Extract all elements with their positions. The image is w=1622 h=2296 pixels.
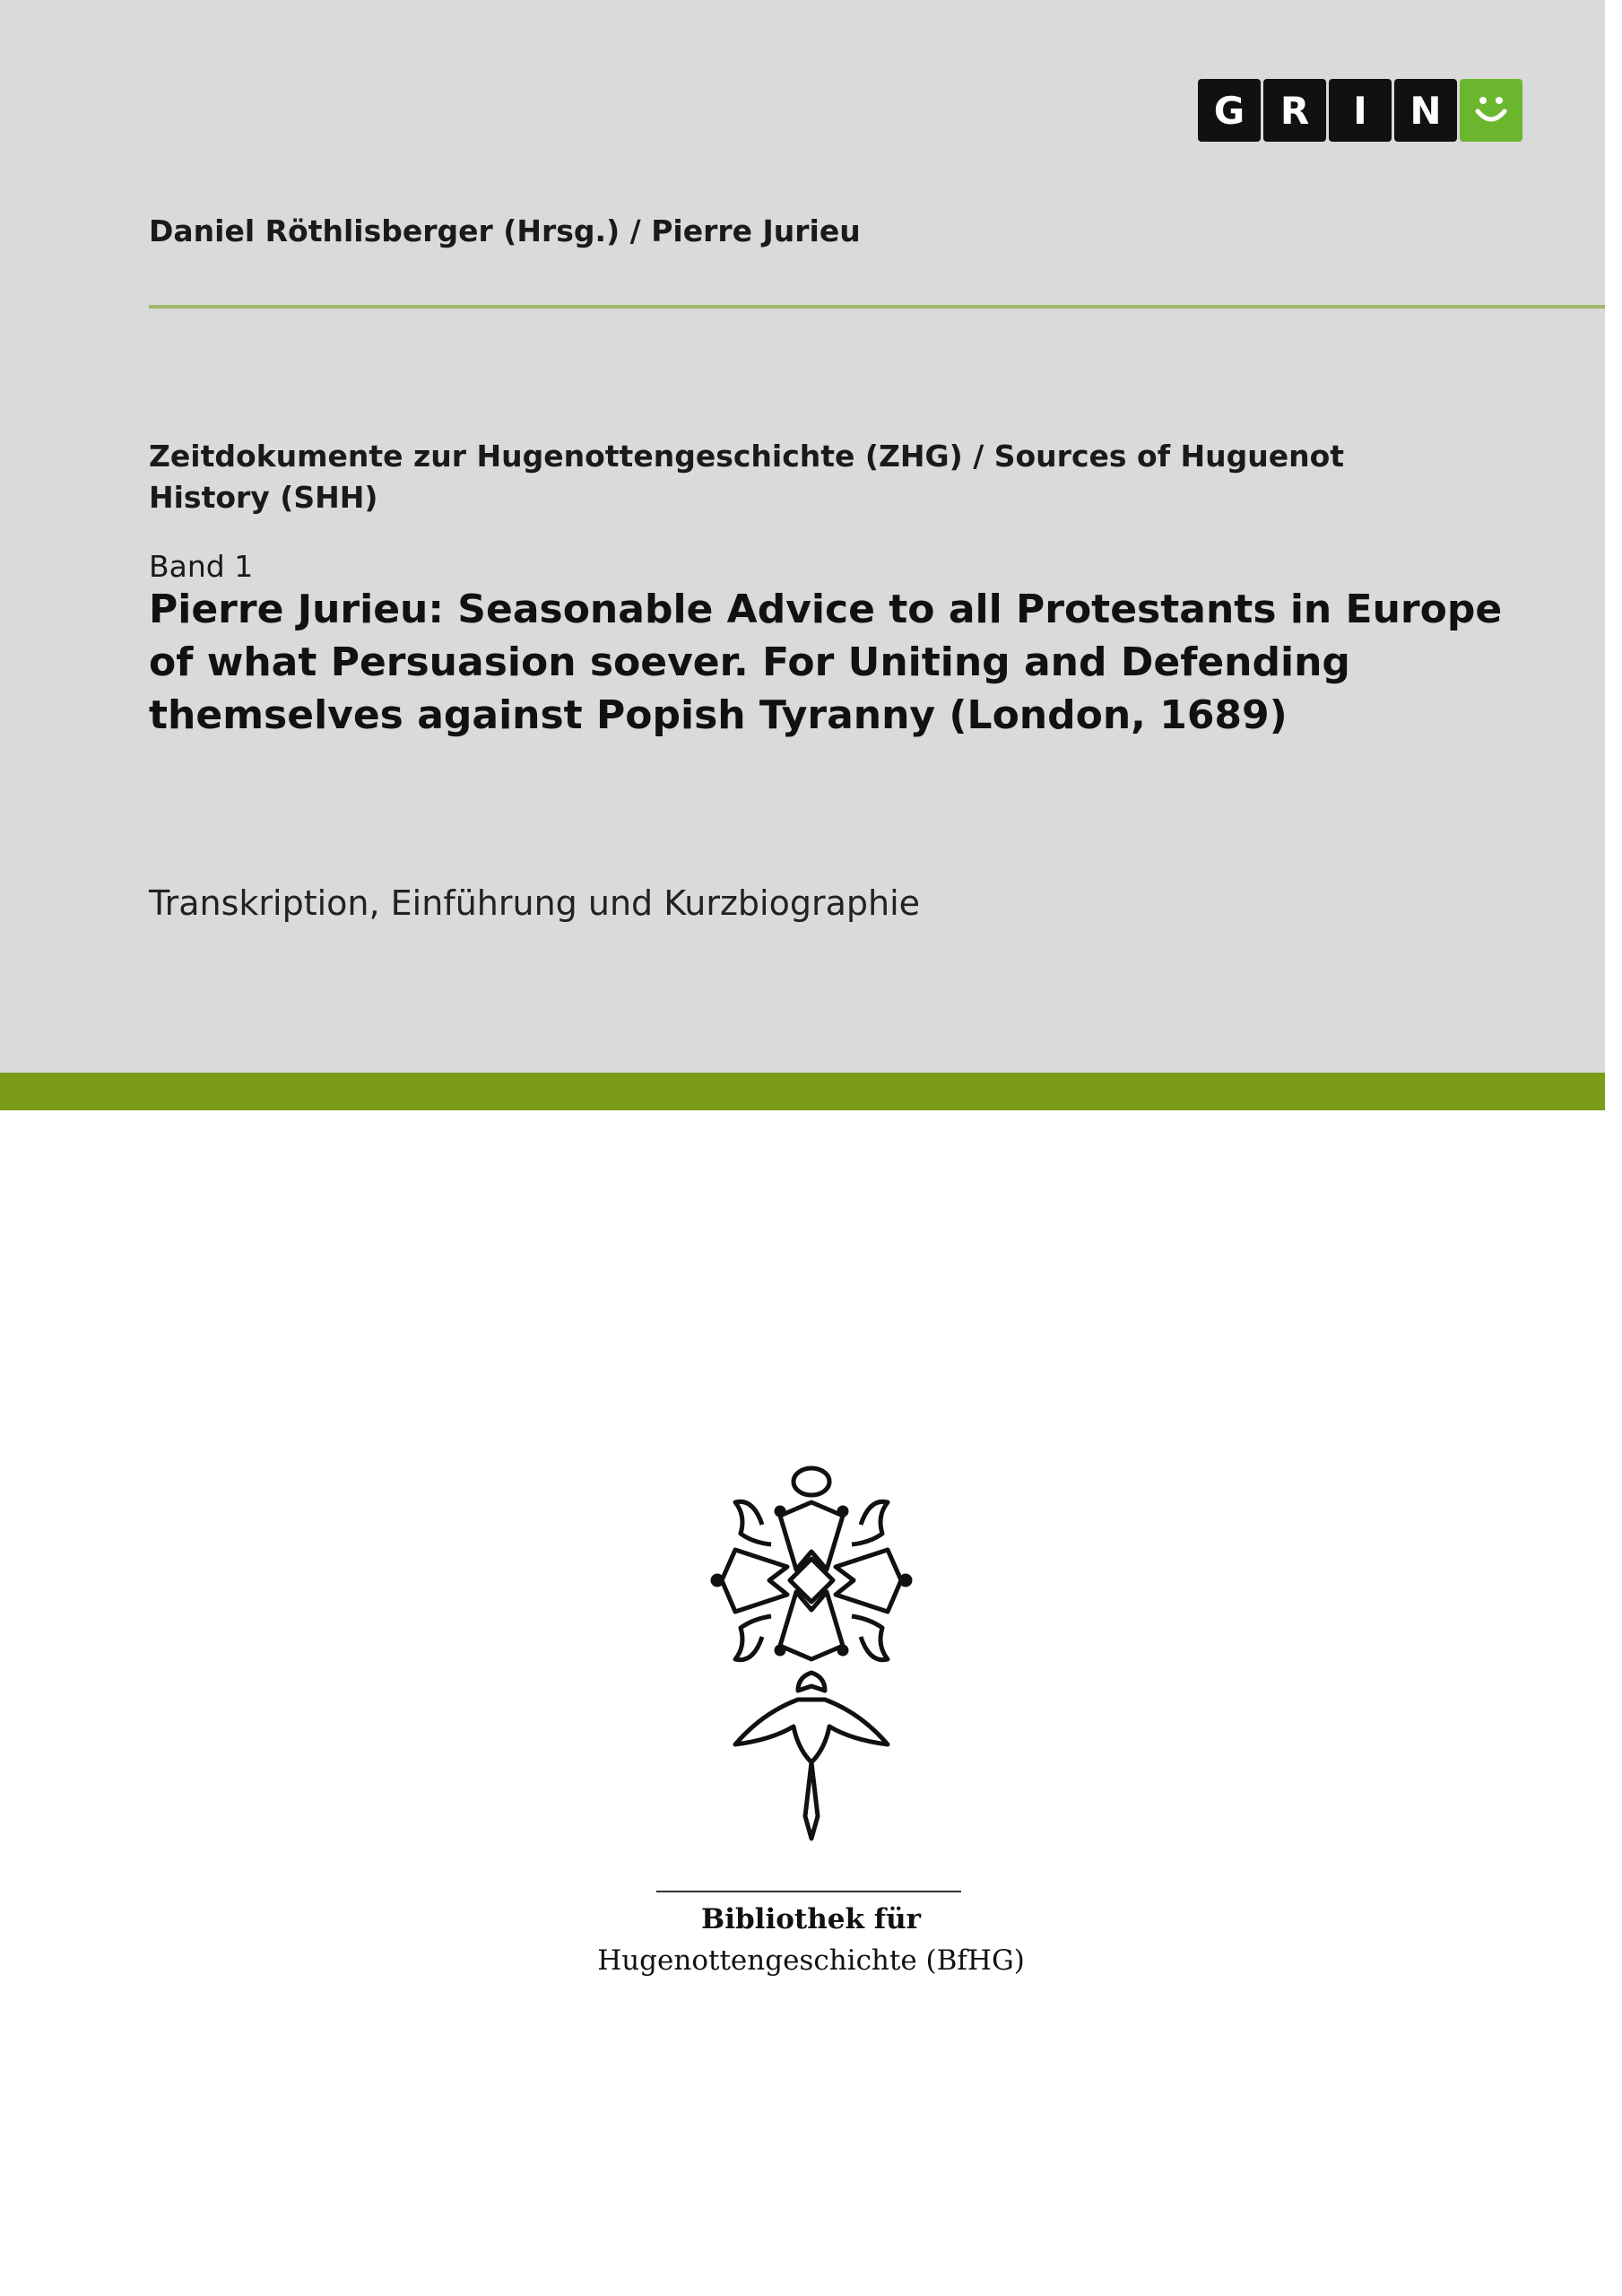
accent-band: [0, 1073, 1605, 1110]
smile-icon: [1460, 79, 1522, 142]
grin-logo: [1198, 79, 1522, 142]
library-name-line2: Hugenottengeschichte (BfHG): [597, 1944, 1025, 1977]
book-title: Pierre Jurieu: Seasonable Advice to all Protestants in Europe of what Persuasion soever. For Uniting and Defending themselves against Popish Tyranny (London, 1689): [149, 587, 1503, 738]
header-divider: [149, 305, 1605, 309]
volume-label: Band 1: [149, 549, 254, 584]
logo-letter-r: R: [1263, 79, 1326, 142]
logo-letter-n: N: [1394, 79, 1457, 142]
library-divider: [656, 1891, 961, 1892]
series-title: Zeitdokumente zur Hugenottengeschichte (ZHG) / Sources of Huguenot History (SHH): [149, 439, 1345, 515]
authors: Daniel Röthlisberger (Hrsg.) / Pierre Jurieu: [149, 213, 861, 248]
logo-letter-g: G: [1198, 79, 1261, 142]
library-name-line1: Bibliothek für: [701, 1903, 921, 1935]
logo-letter-i: I: [1329, 79, 1392, 142]
book-subtitle: Transkription, Einführung und Kurzbiographie: [149, 883, 921, 923]
huguenot-cross-icon: [664, 1462, 959, 1848]
